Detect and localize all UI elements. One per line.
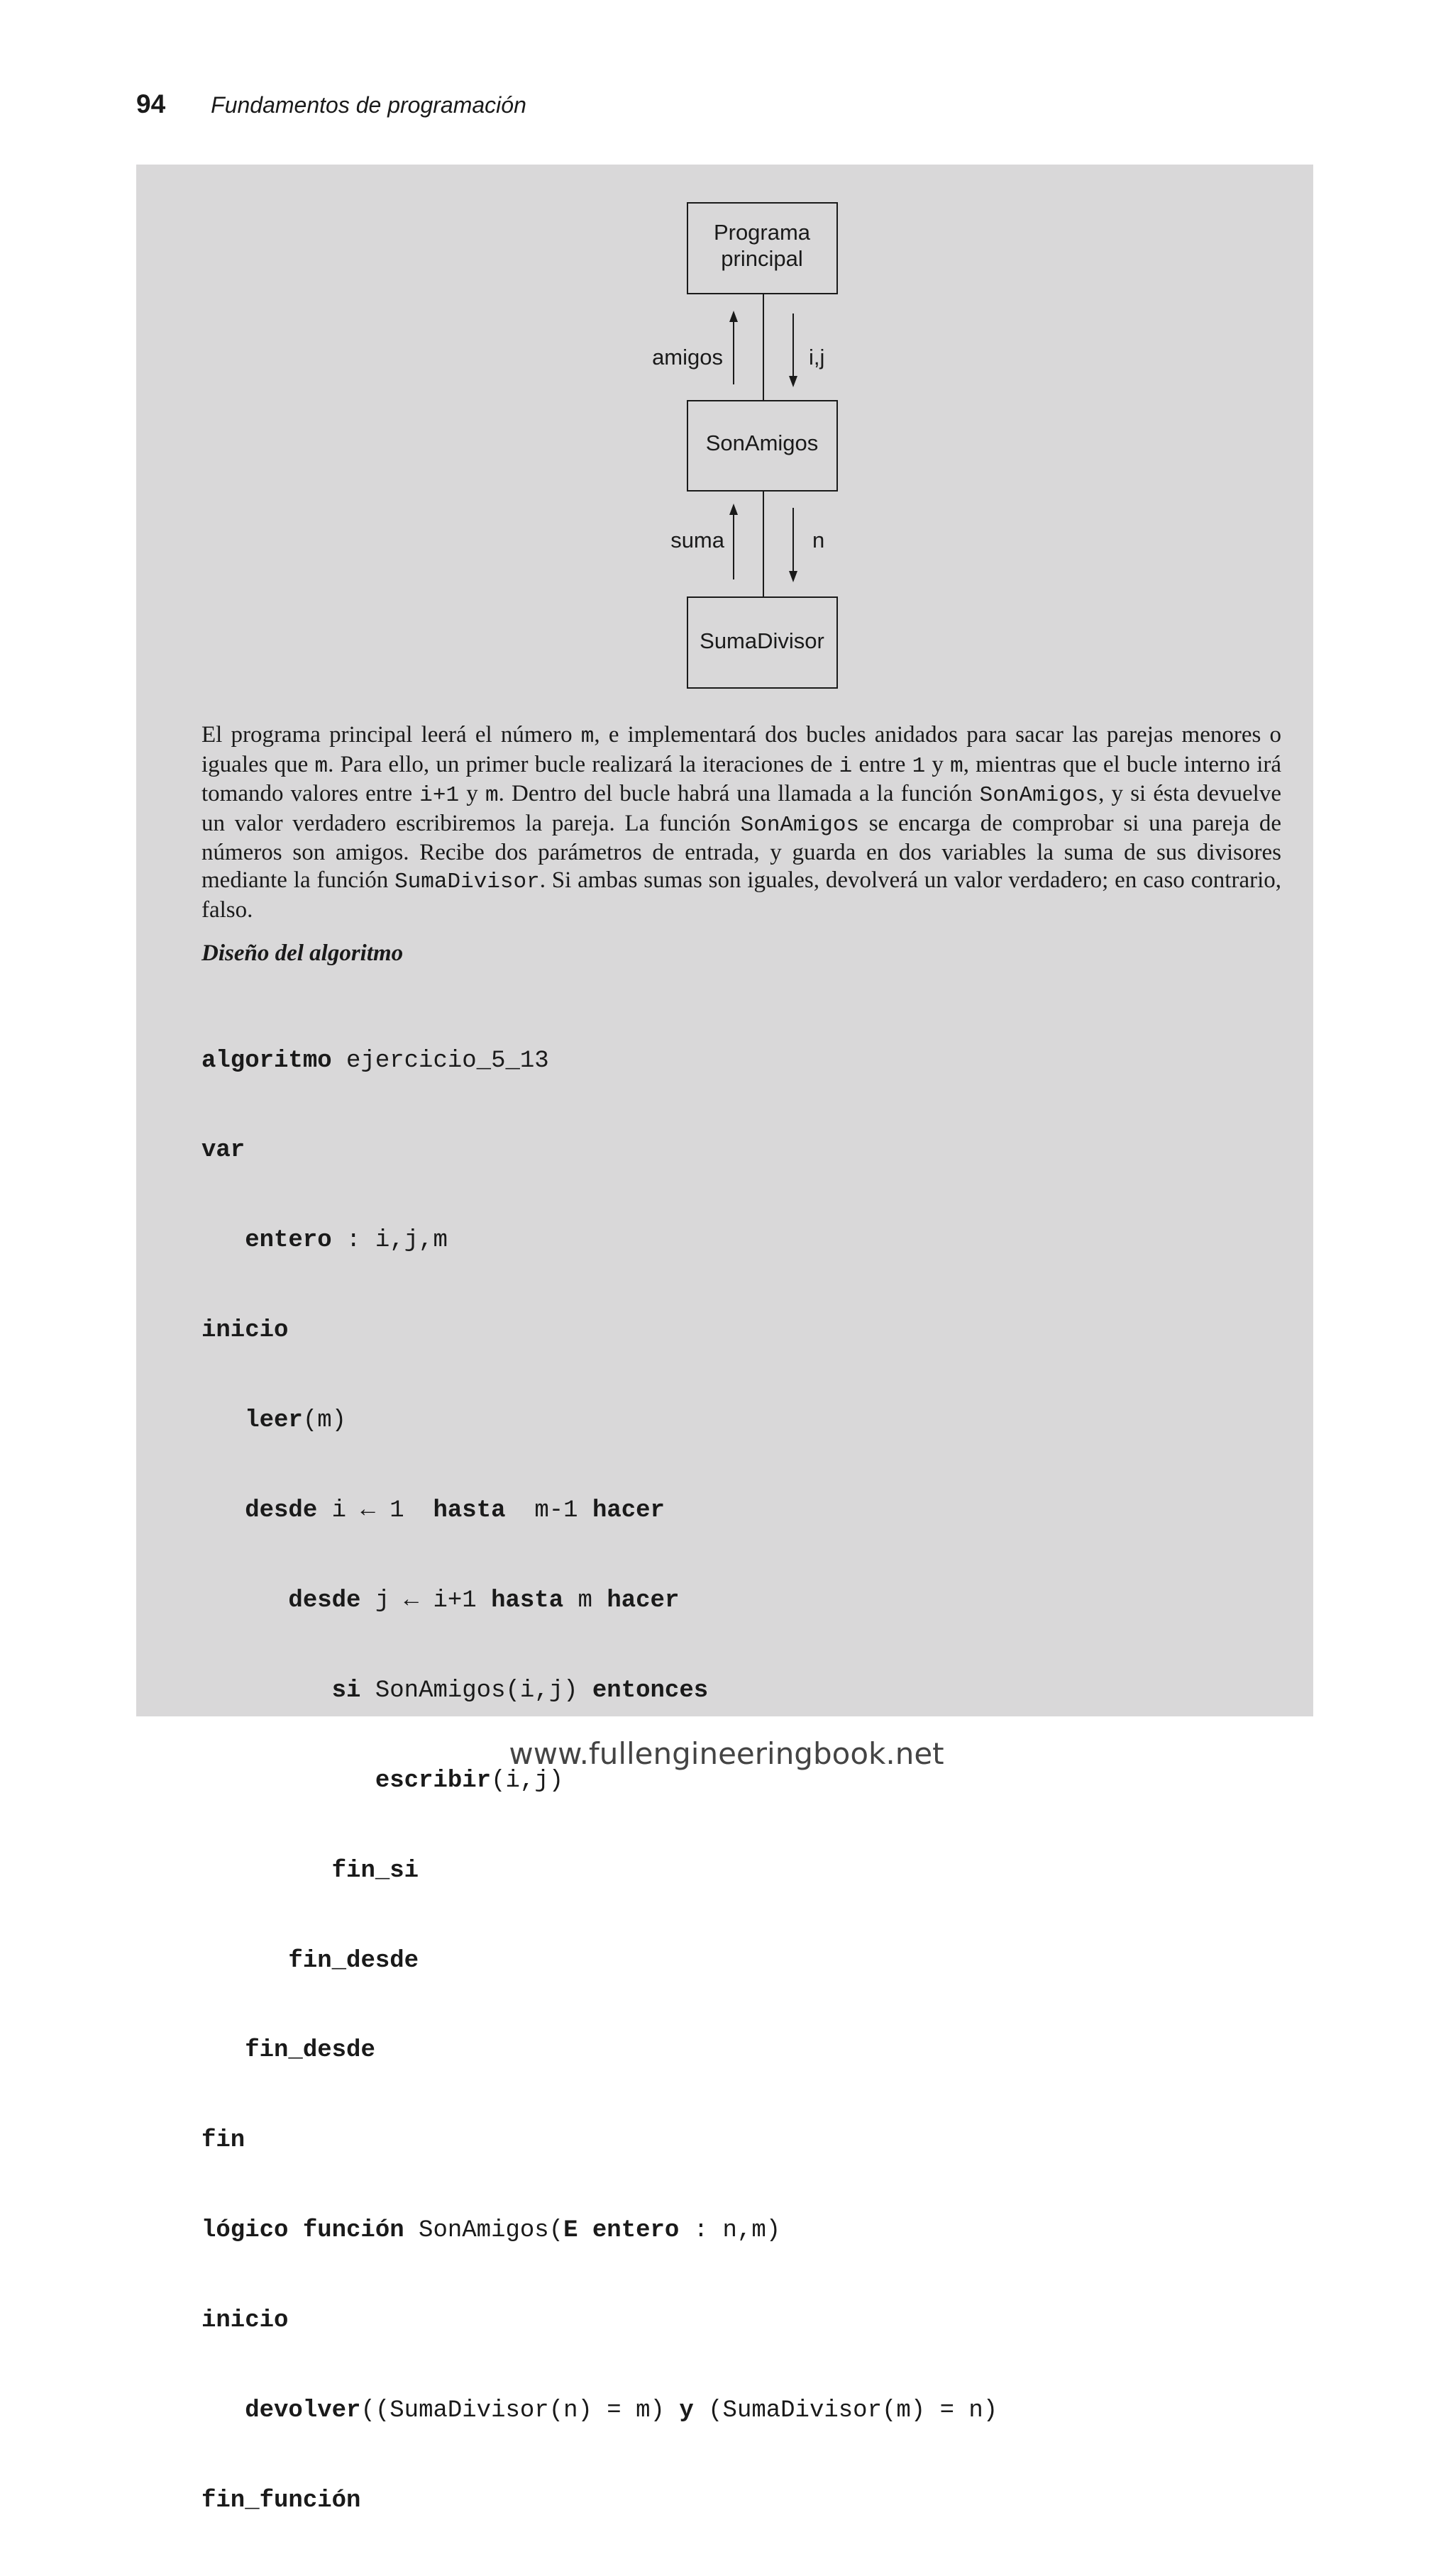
footer-url: www.fullengineeringbook.net — [509, 1736, 944, 1771]
code-line: fin_desde — [288, 1947, 419, 1975]
arrow-suma-head — [729, 504, 738, 515]
code-line: fin_función — [201, 2487, 361, 2514]
code-line: fin — [201, 2127, 245, 2155]
code-line: desde j ← i+1 hasta m hacer — [288, 1587, 680, 1614]
code-line: entero : i,j,m — [245, 1227, 448, 1255]
code-line: leer(m) — [245, 1407, 347, 1435]
code-line: si SonAmigos(i,j) entonces — [331, 1677, 709, 1704]
box-sonamigos-label: SonAmigos — [705, 431, 819, 455]
page-number: 94 — [136, 89, 166, 118]
arrow-ij-head — [789, 376, 797, 387]
label-amigos: amigos — [652, 345, 723, 370]
code-line: desde i ← 1 hasta m-1 hacer — [245, 1497, 665, 1525]
running-title: Fundamentos de programación — [211, 92, 526, 118]
arrow-amigos-head — [729, 311, 738, 322]
arrow-n-head — [789, 571, 797, 582]
code-line: var — [201, 1137, 245, 1165]
code-line: inicio — [201, 1317, 289, 1345]
code-line: lógico función SonAmigos(E entero : n,m) — [201, 2217, 781, 2245]
explanation-paragraph: El programa principal leerá el número m, e implementará dos bucles anidados para sacar las parejas menores o iguales que m. Para ello, un primer bucle realizará la iteraciones de i entre 1 y m, mientras que el bucle interno irá tomando valores entre i+1 y m. Dentro del bucle habrá una llamada a la función SonAmigos, y si ésta devuelve un valor verdadero escribiremos la pareja. La función SonAmigos se encarga de comprobar si una pareja de números son amigos. Recibe dos parámetros de entrada, y guarda en dos variables la suma de sus divisores mediante la función SumaDivisor. Si ambas sumas son iguales, devolverá un valor verdadero; en caso contrario, falso. — [201, 722, 1282, 923]
code-line: inicio — [201, 2307, 289, 2335]
label-n: n — [812, 528, 825, 553]
code-line: devolver((SumaDivisor(n) = m) y (SumaDivisor(m) = n) — [245, 2397, 998, 2424]
section-title: Diseño del algoritmo — [201, 940, 404, 966]
code-line: fin_si — [331, 1857, 419, 1884]
label-ij: i,j — [809, 345, 825, 370]
code-line: fin_desde — [245, 2037, 375, 2065]
code-line: escribir(i,j) — [375, 1767, 564, 1794]
box-programa-principal-line1: Programa — [713, 220, 811, 245]
box-programa-principal-line2: principal — [721, 246, 803, 271]
call-structure-diagram — [136, 165, 1313, 704]
code-line: algoritmo ejercicio_5_13 — [201, 1047, 549, 1075]
label-suma: suma — [670, 528, 724, 553]
box-sumadivisor-label: SumaDivisor — [700, 628, 824, 653]
algorithm-code — [201, 986, 998, 2576]
page-header — [136, 89, 526, 125]
